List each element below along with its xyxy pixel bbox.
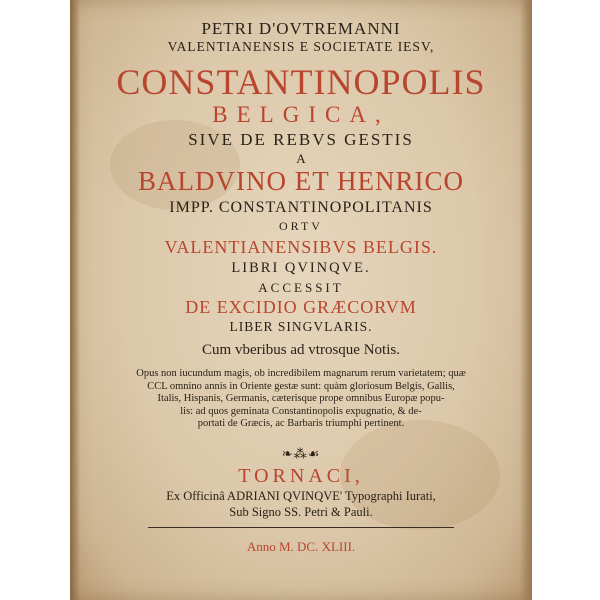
description-paragraph — [92, 368, 510, 431]
title-main: CONSTANTINOPOLIS — [116, 62, 486, 102]
accessit: ACCESSIT — [258, 280, 344, 295]
subtitle-a: A — [296, 151, 306, 166]
subtitle-impp: IMPP. CONSTANTINOPOLITANIS — [169, 199, 433, 216]
de-excidio-graecorum: DE EXCIDIO GRÆCORVM — [185, 297, 417, 317]
title-sub: BELGICA, — [212, 102, 390, 127]
description-line: CCL omnino annis in Oriente gestæ sunt: quàm gloriosum Belgis, Gallis, — [147, 380, 455, 392]
subtitle-ortu: ORTV — [279, 219, 323, 233]
cum-notis: Cum vberibus ad vtrosque Notis. — [202, 342, 400, 358]
libri-quinque: LIBRI QVINQVE. — [231, 260, 371, 276]
liber-singularis: LIBER SINGVLARIS. — [229, 319, 373, 334]
divider-rule — [148, 527, 454, 528]
description-line: portati de Græcis, ac Barbaris triumphi pertinent. — [197, 418, 405, 430]
description-line: lis: ad quos geminata Constantinopolis expugnatio, & de- — [180, 405, 422, 417]
subtitle-names: BALDVINO ET HENRICO — [138, 166, 464, 196]
subtitle-line-1: SIVE DE REBVS GESTIS — [188, 130, 414, 149]
imprint-line-2: Sub Signo SS. Petri & Pauli. — [229, 505, 373, 519]
imprint-line-1: Ex Officinâ ADRIANI QVINQVE' Typographi Iurati, — [166, 489, 436, 503]
description-line: Opus non iucundum magis, ob incredibilem magnarum rerum varietatem; quæ — [136, 368, 466, 379]
place-tornaci: TORNACI, — [238, 465, 364, 487]
printer-ornament: ❧⁂☙ — [281, 446, 321, 461]
author-line-1: PETRI D'OVTREMANNI — [201, 19, 401, 38]
year-line: Anno M. DC. XLIII. — [246, 539, 356, 554]
description-line: Italis, Hispanis, Germanis, cæterisque prope omnibus Europæ popu- — [157, 393, 445, 405]
subtitle-valentianensibus: VALENTIANENSIBVS BELGIS. — [164, 237, 438, 257]
author-line-2: VALENTIANENSIS E SOCIETATE IESV, — [167, 39, 435, 54]
title-page — [70, 0, 532, 600]
